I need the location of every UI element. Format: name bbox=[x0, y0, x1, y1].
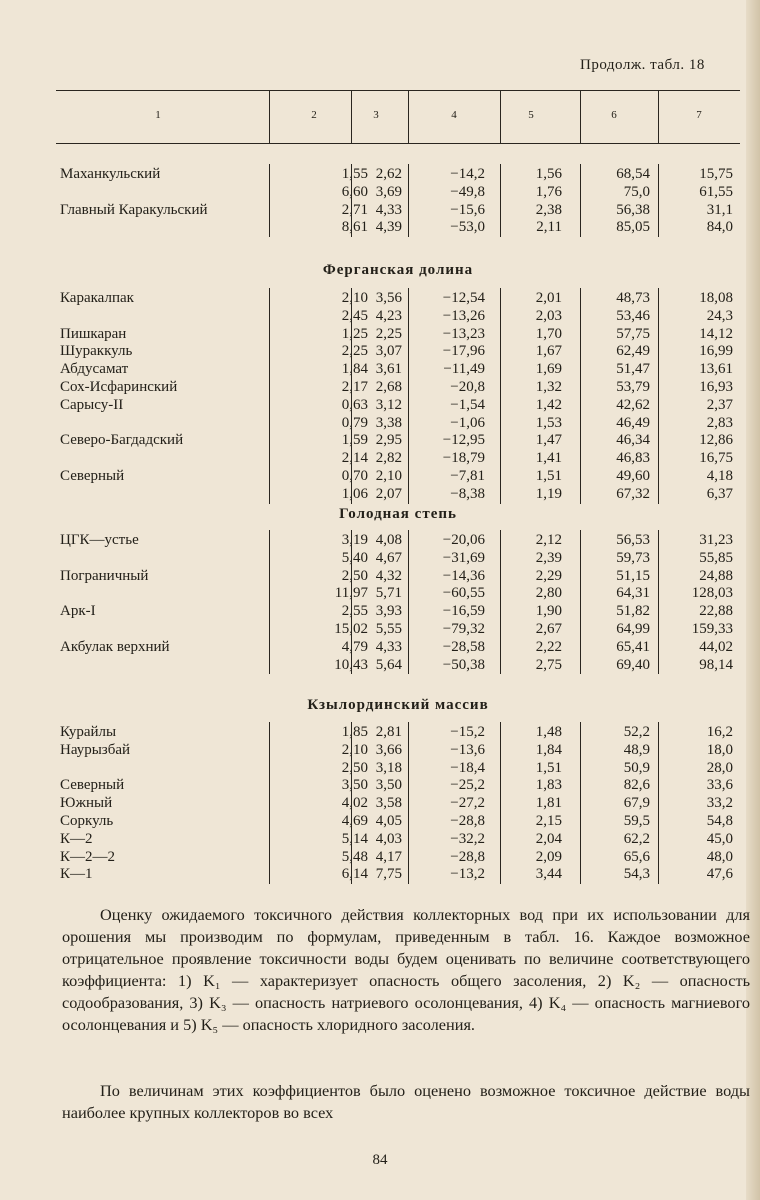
cell-col-5: 1,48 bbox=[535, 724, 562, 740]
cell-col-5: 2,22 bbox=[535, 638, 562, 655]
column-divider bbox=[351, 722, 352, 884]
cell-col-2: 0,63 bbox=[341, 396, 368, 413]
cell-col-2: 1,55 bbox=[341, 166, 368, 182]
cell-col-7: 98,14 bbox=[699, 656, 733, 673]
cell-col-3: 3,18 bbox=[375, 759, 402, 776]
cell-col-7: 22,88 bbox=[699, 603, 733, 620]
cell-col-2: 4,79 bbox=[341, 638, 368, 655]
collector-name: Северный bbox=[60, 777, 125, 794]
cell-col-2: 4,69 bbox=[341, 813, 368, 829]
cell-col-2: 15,02 bbox=[334, 621, 368, 637]
cell-col-7: 16,75 bbox=[699, 450, 733, 467]
cell-col-2: 2,45 bbox=[341, 307, 368, 324]
collector-name: Сох-Исфаринский bbox=[60, 379, 178, 395]
cell-col-3: 5,64 bbox=[375, 656, 402, 673]
cell-col-6: 51,15 bbox=[616, 567, 650, 584]
cell-col-2: 0,70 bbox=[341, 468, 368, 484]
cell-col-3: 3,93 bbox=[375, 603, 402, 620]
table-row bbox=[56, 431, 740, 449]
cell-col-2: 6,60 bbox=[341, 183, 368, 200]
table-row bbox=[56, 289, 740, 307]
cell-col-5: 1,81 bbox=[535, 795, 562, 812]
cell-col-3: 2,95 bbox=[375, 432, 402, 449]
cell-col-3: 2,62 bbox=[375, 166, 402, 182]
cell-col-6: 64,31 bbox=[616, 585, 650, 602]
column-divider bbox=[580, 530, 581, 674]
cell-col-3: 4,08 bbox=[375, 532, 402, 548]
collector-name: Северный bbox=[60, 468, 125, 484]
cell-col-7: 55,85 bbox=[699, 549, 733, 566]
cell-col-6: 49,60 bbox=[616, 468, 650, 484]
table-row bbox=[56, 812, 740, 830]
cell-col-2: 1,25 bbox=[341, 325, 368, 342]
column-divider bbox=[351, 530, 352, 674]
column-divider bbox=[658, 530, 659, 674]
cell-col-6: 65,6 bbox=[623, 848, 650, 865]
collector-name: Соркуль bbox=[60, 813, 114, 829]
cell-col-4: −14,36 bbox=[442, 567, 485, 584]
cell-col-3: 4,03 bbox=[375, 830, 402, 847]
cell-col-6: 54,3 bbox=[623, 866, 650, 883]
header-divider bbox=[658, 91, 659, 143]
cell-col-6: 67,32 bbox=[616, 485, 650, 502]
cell-col-5: 2,29 bbox=[535, 567, 562, 584]
cell-col-4: −27,2 bbox=[450, 795, 485, 812]
column-divider bbox=[500, 530, 501, 674]
cell-col-7: 2,83 bbox=[706, 414, 733, 431]
cell-col-4: −13,26 bbox=[442, 307, 485, 324]
cell-col-4: −53,0 bbox=[450, 219, 485, 236]
cell-col-6: 56,53 bbox=[616, 532, 650, 548]
cell-col-5: 1,70 bbox=[535, 325, 562, 342]
cell-col-4: −12,54 bbox=[442, 290, 485, 306]
collector-name: Пишкаран bbox=[60, 325, 127, 342]
collector-name: Южный bbox=[60, 795, 113, 812]
table-row bbox=[56, 584, 740, 602]
cell-col-3: 2,25 bbox=[375, 325, 402, 342]
cell-col-6: 51,47 bbox=[616, 361, 650, 378]
cell-col-3: 2,10 bbox=[375, 468, 402, 484]
table-row bbox=[56, 378, 740, 396]
cell-col-2: 1,84 bbox=[341, 361, 368, 378]
cell-col-2: 1,85 bbox=[341, 724, 368, 740]
cell-col-2: 3,50 bbox=[341, 777, 368, 794]
cell-col-5: 2,80 bbox=[535, 585, 562, 602]
cell-col-3: 3,61 bbox=[375, 361, 402, 378]
cell-col-6: 46,83 bbox=[616, 450, 650, 467]
body-paragraph-2: По величинам этих коэффициентов было оценено возможное токсичное действие воды наиболее крупных коллекторов во всех bbox=[62, 1081, 750, 1122]
cell-col-5: 2,04 bbox=[535, 830, 562, 847]
cell-col-7: 128,03 bbox=[691, 585, 733, 602]
cell-col-7: 33,2 bbox=[706, 795, 733, 812]
cell-col-7: 2,37 bbox=[706, 396, 733, 413]
cell-col-3: 2,82 bbox=[375, 450, 402, 467]
cell-col-5: 1,41 bbox=[535, 450, 562, 467]
cell-col-7: 16,93 bbox=[699, 379, 733, 395]
cell-col-7: 16,99 bbox=[699, 343, 733, 360]
cell-col-6: 46,34 bbox=[616, 432, 650, 449]
table-row bbox=[56, 549, 740, 567]
cell-col-5: 2,03 bbox=[535, 307, 562, 324]
cell-col-6: 85,05 bbox=[616, 219, 650, 236]
table-row bbox=[56, 848, 740, 866]
table-row bbox=[56, 794, 740, 812]
collector-name: Каракалпак bbox=[60, 290, 134, 306]
table-row bbox=[56, 741, 740, 759]
cell-col-4: −13,23 bbox=[442, 325, 485, 342]
cell-col-4: −11,49 bbox=[443, 361, 485, 378]
section-title: Кзылординский массив bbox=[307, 697, 489, 713]
cell-col-2: 2,14 bbox=[341, 450, 368, 467]
cell-col-4: −28,8 bbox=[450, 813, 485, 829]
cell-col-4: −60,55 bbox=[442, 585, 485, 602]
cell-col-4: −32,2 bbox=[450, 830, 485, 847]
cell-col-3: 3,12 bbox=[375, 396, 402, 413]
cell-col-3: 3,69 bbox=[375, 183, 402, 200]
table-row bbox=[56, 360, 740, 378]
column-divider bbox=[580, 288, 581, 504]
cell-col-5: 3,44 bbox=[535, 866, 562, 883]
cell-col-5: 2,15 bbox=[535, 813, 562, 829]
table-row bbox=[56, 865, 740, 883]
cell-col-6: 64,99 bbox=[616, 621, 650, 637]
table-row bbox=[56, 759, 740, 777]
table-continuation-caption: Продолж. табл. 18 bbox=[580, 57, 705, 73]
column-divider bbox=[658, 288, 659, 504]
cell-col-3: 3,07 bbox=[375, 343, 402, 360]
cell-col-4: −1,54 bbox=[450, 396, 485, 413]
cell-col-5: 1,56 bbox=[535, 166, 562, 182]
cell-col-5: 1,32 bbox=[535, 379, 562, 395]
column-divider bbox=[408, 530, 409, 674]
table-row bbox=[56, 414, 740, 432]
cell-col-4: −1,06 bbox=[450, 414, 485, 431]
cell-col-4: −12,95 bbox=[442, 432, 485, 449]
collector-name: Арк-I bbox=[60, 603, 96, 620]
cell-col-2: 8,61 bbox=[341, 219, 368, 236]
cell-col-2: 2,10 bbox=[341, 741, 368, 758]
table-row bbox=[56, 638, 740, 656]
cell-col-7: 31,23 bbox=[699, 532, 733, 548]
column-divider bbox=[351, 288, 352, 504]
cell-col-2: 10,43 bbox=[334, 656, 368, 673]
column-divider bbox=[500, 288, 501, 504]
collector-name: Наурызбай bbox=[60, 741, 131, 758]
cell-col-4: −79,32 bbox=[442, 621, 485, 637]
cell-col-6: 62,2 bbox=[623, 830, 650, 847]
cell-col-4: −18,4 bbox=[450, 759, 485, 776]
cell-col-6: 75,0 bbox=[623, 183, 650, 200]
cell-col-4: −13,2 bbox=[450, 866, 485, 883]
column-divider bbox=[269, 164, 270, 237]
column-header-2: 2 bbox=[311, 109, 317, 121]
collector-name: К—2 bbox=[60, 830, 93, 847]
cell-col-5: 1,53 bbox=[535, 414, 562, 431]
cell-col-3: 4,33 bbox=[375, 201, 402, 218]
cell-col-5: 1,83 bbox=[535, 777, 562, 794]
table-row bbox=[56, 531, 740, 549]
cell-col-6: 51,82 bbox=[616, 603, 650, 620]
cell-col-7: 24,3 bbox=[706, 307, 733, 324]
cell-col-7: 54,8 bbox=[706, 813, 733, 829]
cell-col-4: −28,8 bbox=[450, 848, 485, 865]
cell-col-4: −25,2 bbox=[450, 777, 485, 794]
cell-col-6: 48,73 bbox=[616, 290, 650, 306]
table-row bbox=[56, 396, 740, 414]
cell-col-7: 61,55 bbox=[699, 183, 733, 200]
table-header-rule bbox=[56, 143, 740, 144]
cell-col-6: 68,54 bbox=[616, 166, 650, 182]
collector-name: Главный Каракульский bbox=[60, 201, 208, 218]
page-number: 84 bbox=[372, 1152, 388, 1168]
cell-col-4: −28,58 bbox=[442, 638, 485, 655]
cell-col-3: 4,17 bbox=[375, 848, 402, 865]
column-divider bbox=[269, 288, 270, 504]
cell-col-6: 56,38 bbox=[616, 201, 650, 218]
cell-col-2: 2,17 bbox=[341, 379, 368, 395]
cell-col-3: 3,38 bbox=[375, 414, 402, 431]
cell-col-6: 59,73 bbox=[616, 549, 650, 566]
table-row bbox=[56, 567, 740, 585]
collector-name: ЦГК—устье bbox=[60, 532, 139, 548]
cell-col-7: 159,33 bbox=[691, 621, 733, 637]
table-row bbox=[56, 307, 740, 325]
column-divider bbox=[580, 722, 581, 884]
cell-col-4: −7,81 bbox=[450, 468, 485, 484]
cell-col-6: 52,2 bbox=[623, 724, 650, 740]
cell-col-6: 65,41 bbox=[616, 638, 650, 655]
cell-col-6: 62,49 bbox=[616, 343, 650, 360]
cell-col-7: 48,0 bbox=[706, 848, 733, 865]
cell-col-4: −13,6 bbox=[450, 741, 485, 758]
cell-col-7: 12,86 bbox=[699, 432, 733, 449]
cell-col-2: 5,14 bbox=[341, 830, 368, 847]
cell-col-3: 5,55 bbox=[375, 621, 402, 637]
column-header-3: 3 bbox=[373, 109, 379, 121]
cell-col-3: 2,68 bbox=[375, 379, 402, 395]
cell-col-4: −17,96 bbox=[442, 343, 485, 360]
cell-col-4: −20,06 bbox=[442, 532, 485, 548]
table-row bbox=[56, 218, 740, 236]
table-row bbox=[56, 467, 740, 485]
cell-col-3: 4,05 bbox=[375, 813, 402, 829]
header-divider bbox=[500, 91, 501, 143]
table-row bbox=[56, 342, 740, 360]
cell-col-7: 31,1 bbox=[706, 201, 733, 218]
cell-col-5: 2,39 bbox=[535, 549, 562, 566]
collector-name: Акбулак верхний bbox=[60, 638, 170, 655]
cell-col-5: 1,67 bbox=[535, 343, 562, 360]
column-divider bbox=[658, 164, 659, 237]
cell-col-3: 4,33 bbox=[375, 638, 402, 655]
cell-col-3: 5,71 bbox=[375, 585, 402, 602]
header-divider bbox=[269, 91, 270, 143]
cell-col-6: 59,5 bbox=[623, 813, 650, 829]
collector-name: Северо-Багдадский bbox=[60, 432, 184, 449]
cell-col-6: 57,75 bbox=[616, 325, 650, 342]
table-row bbox=[56, 325, 740, 343]
cell-col-2: 2,10 bbox=[341, 290, 368, 306]
cell-col-6: 53,46 bbox=[616, 307, 650, 324]
cell-col-7: 14,12 bbox=[699, 325, 733, 342]
cell-col-6: 50,9 bbox=[623, 759, 650, 776]
cell-col-2: 2,50 bbox=[341, 759, 368, 776]
cell-col-5: 1,47 bbox=[535, 432, 562, 449]
table-row bbox=[56, 620, 740, 638]
cell-col-7: 47,6 bbox=[706, 866, 733, 883]
column-divider bbox=[500, 164, 501, 237]
cell-col-3: 3,66 bbox=[375, 741, 402, 758]
column-divider bbox=[580, 164, 581, 237]
table-row bbox=[56, 602, 740, 620]
cell-col-5: 1,69 bbox=[535, 361, 562, 378]
cell-col-4: −8,38 bbox=[450, 485, 485, 502]
table-row bbox=[56, 776, 740, 794]
collector-name: К—1 bbox=[60, 866, 93, 883]
cell-col-7: 15,75 bbox=[699, 166, 733, 182]
cell-col-5: 1,42 bbox=[535, 396, 562, 413]
cell-col-2: 3,19 bbox=[341, 532, 368, 548]
table-row bbox=[56, 449, 740, 467]
cell-col-2: 11,97 bbox=[334, 585, 368, 602]
table-row bbox=[56, 485, 740, 503]
column-header-4: 4 bbox=[451, 109, 457, 121]
cell-col-3: 4,39 bbox=[375, 219, 402, 236]
column-divider bbox=[408, 288, 409, 504]
cell-col-5: 1,84 bbox=[535, 741, 562, 758]
collector-name: К—2—2 bbox=[60, 848, 116, 865]
column-header-7: 7 bbox=[696, 109, 702, 121]
cell-col-2: 0,79 bbox=[341, 414, 368, 431]
cell-col-2: 5,40 bbox=[341, 549, 368, 566]
header-divider bbox=[408, 91, 409, 143]
collector-name: Пограничный bbox=[60, 567, 149, 584]
header-divider bbox=[580, 91, 581, 143]
cell-col-4: −49,8 bbox=[450, 183, 485, 200]
cell-col-2: 1,59 bbox=[341, 432, 368, 449]
cell-col-3: 4,67 bbox=[375, 549, 402, 566]
cell-col-4: −20,8 bbox=[450, 379, 485, 395]
table-row bbox=[56, 830, 740, 848]
column-header-5: 5 bbox=[528, 109, 534, 121]
cell-col-7: 16,2 bbox=[706, 724, 733, 740]
cell-col-2: 5,48 bbox=[341, 848, 368, 865]
cell-col-5: 2,67 bbox=[535, 621, 562, 637]
cell-col-7: 13,61 bbox=[699, 361, 733, 378]
cell-col-7: 44,02 bbox=[699, 638, 733, 655]
cell-col-2: 2,55 bbox=[341, 603, 368, 620]
cell-col-6: 69,40 bbox=[616, 656, 650, 673]
column-divider bbox=[351, 164, 352, 237]
collector-name: Сарысу-II bbox=[60, 396, 124, 413]
cell-col-3: 4,23 bbox=[375, 307, 402, 324]
collector-name: Абдусамат bbox=[60, 361, 129, 378]
column-divider bbox=[408, 164, 409, 237]
cell-col-7: 45,0 bbox=[706, 830, 733, 847]
cell-col-5: 1,76 bbox=[535, 183, 562, 200]
cell-col-6: 53,79 bbox=[616, 379, 650, 395]
cell-col-3: 3,58 bbox=[375, 795, 402, 812]
column-header-6: 6 bbox=[611, 109, 617, 121]
cell-col-6: 42,62 bbox=[616, 396, 650, 413]
header-divider bbox=[351, 91, 352, 143]
cell-col-5: 1,90 bbox=[535, 603, 562, 620]
cell-col-3: 4,32 bbox=[375, 567, 402, 584]
cell-col-2: 2,71 bbox=[341, 201, 368, 218]
cell-col-2: 4,02 bbox=[341, 795, 368, 812]
cell-col-2: 1,06 bbox=[341, 485, 368, 502]
body-paragraph-1: Оценку ожидаемого токсичного действия коллекторных вод при их использовании для орошения мы производим по формулам, приведенным в табл. 16. Каждое возможное отрицательное проявление токсичности воды будем оценивать по величине соответствующего коэффициента: 1) K₁ — характеризует опасность общего засоления, 2) K₂ — опасность содообразования, 3) K₃ — опасность натриевого осолонцевания, 4) K₄ — опасность магниевого осолонцевания и 5) K₅ — опасность хлоридного засоления. bbox=[62, 905, 750, 1034]
cell-col-7: 18,08 bbox=[699, 290, 733, 306]
collector-name: Курайлы bbox=[60, 724, 117, 740]
cell-col-5: 2,11 bbox=[536, 219, 562, 236]
collector-name: Шураккуль bbox=[60, 343, 133, 360]
column-divider bbox=[408, 722, 409, 884]
column-header-1: 1 bbox=[155, 109, 161, 121]
collector-name: Маханкульский bbox=[60, 166, 161, 182]
cell-col-4: −50,38 bbox=[442, 656, 485, 673]
cell-col-2: 6,14 bbox=[341, 866, 368, 883]
cell-col-6: 82,6 bbox=[623, 777, 650, 794]
cell-col-7: 4,18 bbox=[706, 468, 733, 484]
cell-col-7: 24,88 bbox=[699, 567, 733, 584]
cell-col-4: −31,69 bbox=[442, 549, 485, 566]
cell-col-5: 2,12 bbox=[535, 532, 562, 548]
cell-col-4: −18,79 bbox=[442, 450, 485, 467]
column-divider bbox=[269, 530, 270, 674]
cell-col-7: 33,6 bbox=[706, 777, 733, 794]
cell-col-6: 48,9 bbox=[623, 741, 650, 758]
section-title: Голодная степь bbox=[339, 506, 457, 522]
section-title: Ферганская долина bbox=[322, 262, 474, 278]
cell-col-4: −16,59 bbox=[442, 603, 485, 620]
table-top-rule bbox=[56, 90, 740, 91]
cell-col-5: 2,09 bbox=[535, 848, 562, 865]
cell-col-7: 6,37 bbox=[706, 485, 733, 502]
cell-col-3: 7,75 bbox=[375, 866, 402, 883]
table-row bbox=[56, 165, 740, 183]
cell-col-6: 46,49 bbox=[616, 414, 650, 431]
cell-col-7: 18,0 bbox=[706, 741, 733, 758]
cell-col-5: 2,38 bbox=[535, 201, 562, 218]
cell-col-3: 3,56 bbox=[375, 290, 402, 306]
cell-col-3: 2,81 bbox=[375, 724, 402, 740]
table-row bbox=[56, 183, 740, 201]
cell-col-2: 2,25 bbox=[341, 343, 368, 360]
cell-col-4: −15,6 bbox=[450, 201, 485, 218]
cell-col-4: −14,2 bbox=[450, 166, 485, 182]
column-divider bbox=[658, 722, 659, 884]
cell-col-7: 28,0 bbox=[706, 759, 733, 776]
cell-col-5: 2,01 bbox=[535, 290, 562, 306]
cell-col-3: 3,50 bbox=[375, 777, 402, 794]
table-row bbox=[56, 656, 740, 674]
cell-col-5: 1,51 bbox=[535, 759, 562, 776]
column-divider bbox=[500, 722, 501, 884]
cell-col-4: −15,2 bbox=[450, 724, 485, 740]
column-divider bbox=[269, 722, 270, 884]
cell-col-5: 1,51 bbox=[535, 468, 562, 484]
cell-col-3: 2,07 bbox=[375, 485, 402, 502]
cell-col-2: 2,50 bbox=[341, 567, 368, 584]
cell-col-5: 1,19 bbox=[535, 485, 562, 502]
table-row bbox=[56, 723, 740, 741]
table-row bbox=[56, 201, 740, 219]
cell-col-7: 84,0 bbox=[706, 219, 733, 236]
cell-col-5: 2,75 bbox=[535, 656, 562, 673]
cell-col-6: 67,9 bbox=[623, 795, 650, 812]
